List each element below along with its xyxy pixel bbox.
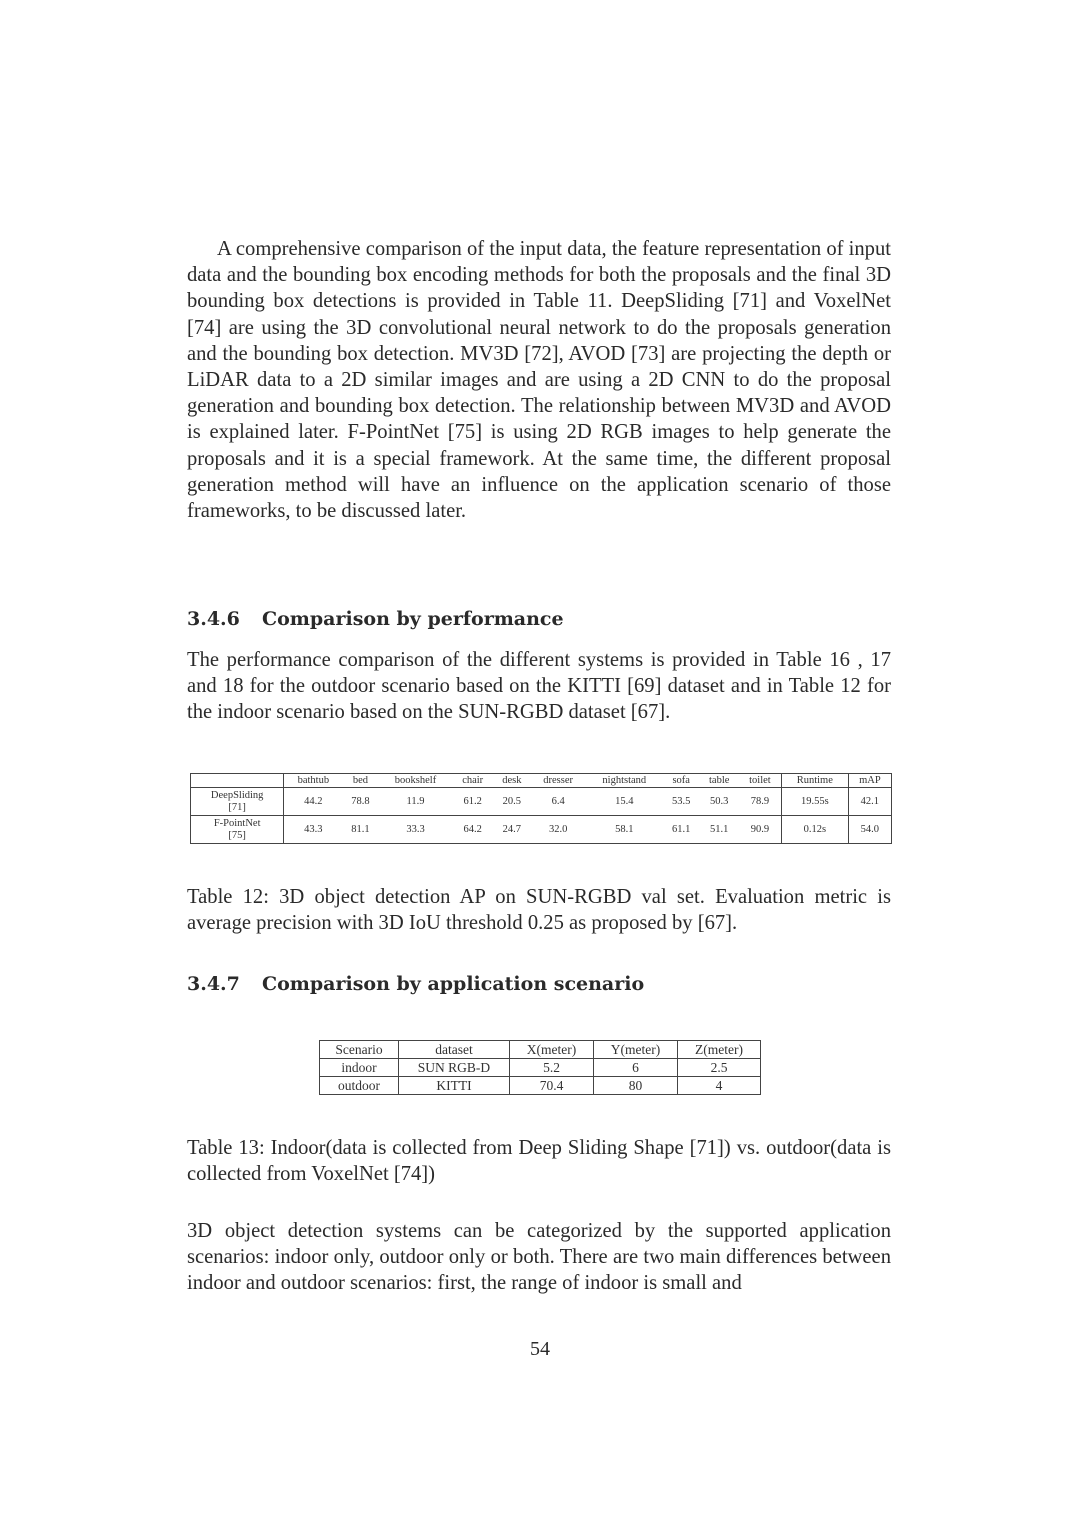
table-cell: 90.9 (739, 816, 781, 844)
table-header-cell: chair (452, 774, 493, 788)
section-number: 3.4.7 (187, 973, 240, 995)
table-header-row (320, 1041, 761, 1059)
table-cell: 32.0 (531, 816, 586, 844)
table-header-row (191, 774, 892, 788)
table-header-cell: desk (493, 774, 531, 788)
table-cell: 54.0 (848, 816, 891, 844)
paragraph-application-scenario: 3D object detection systems can be categorized by the supported application scenarios: indoor only, outdoor only or both. There are two main differences between indoor and outdoor scenarios: first, the range of indoor is small and (187, 1220, 891, 1295)
table-cell: 44.2 (284, 788, 342, 816)
table-cell: 42.1 (848, 788, 891, 816)
table-cell: 0.12s (781, 816, 848, 844)
table-cell: outdoor (320, 1077, 399, 1095)
table-cell: 78.8 (342, 788, 378, 816)
paragraph-comparison-input: A comprehensive comparison of the input data, the feature representation of input data and the bounding box encoding methods for both the proposals and the final 3D bounding box detections is provided in Table 11. DeepSliding [71] and VoxelNet [74] are using the 3D convolutional neural network to do the proposals generation and the bounding box detection. MV3D [72], AVOD [73] are projecting the depth or LiDAR data to a 2D similar images and are using a 2D CNN to do the proposal generation and bounding box detection. The relationship between MV3D and AVOD is explained later. F-PointNet [75] is using 2D RGB images to help generate the proposals and it is a special framework. At the same time, the different proposal generation method will have an influence on the application scenario of those frameworks, to be discussed later. (187, 238, 891, 523)
table-cell: 70.4 (510, 1077, 594, 1095)
table-cell: 80 (594, 1077, 678, 1095)
table-cell: 24.7 (493, 816, 531, 844)
table-cell: 6.4 (531, 788, 586, 816)
table-header-cell: Z(meter) (678, 1041, 761, 1059)
table-12-caption: Table 12: 3D object detection AP on SUN-RGBD val set. Evaluation metric is average precision with 3D IoU threshold 0.25 as proposed by [67]. (187, 886, 891, 935)
table-cell: 20.5 (493, 788, 531, 816)
table-cell: 11.9 (379, 788, 453, 816)
table-header-cell: bookshelf (379, 774, 453, 788)
table-cell: 51.1 (699, 816, 739, 844)
table-row (320, 1077, 761, 1095)
table-header-cell: bed (342, 774, 378, 788)
table-cell: 15.4 (586, 788, 664, 816)
table-cell: 64.2 (452, 816, 493, 844)
table-13-caption: Table 13: Indoor(data is collected from Deep Sliding Shape [71]) vs. outdoor(data is collected from VoxelNet [74]) (187, 1137, 891, 1186)
table-header-cell: bathtub (284, 774, 342, 788)
section-heading-application (187, 971, 644, 997)
table-cell: 19.55s (781, 788, 848, 816)
table-header-cell: Scenario (320, 1041, 399, 1059)
page-number: 54 (530, 1338, 550, 1360)
table-cell: KITTI (399, 1077, 510, 1095)
table-cell: 5.2 (510, 1059, 594, 1077)
table-cell: indoor (320, 1059, 399, 1077)
paragraph-performance: The performance comparison of the different systems is provided in Table 16 , 17 and 18 for the outdoor scenario based on the KITTI [69] dataset and in Table 12 for the indoor scenario based on the SUN-RGBD dataset [67]. (187, 649, 891, 724)
table-cell: 61.1 (663, 816, 699, 844)
table-header-cell: toilet (739, 774, 781, 788)
table-scenario-range (319, 1040, 761, 1095)
table-header-cell: dresser (531, 774, 586, 788)
table-cell: 53.5 (663, 788, 699, 816)
table-row (320, 1059, 761, 1077)
table-header-cell: sofa (663, 774, 699, 788)
table-cell: 50.3 (699, 788, 739, 816)
table-header-cell: table (699, 774, 739, 788)
table-cell: 2.5 (678, 1059, 761, 1077)
section-title: Comparison by application scenario (262, 973, 645, 995)
table-cell: SUN RGB-D (399, 1059, 510, 1077)
table-row-label: F-PointNet [75] (191, 816, 284, 844)
section-title: Comparison by performance (262, 608, 564, 630)
table-sun-rgbd-ap (190, 773, 892, 844)
table-cell: 6 (594, 1059, 678, 1077)
table-header-cell (191, 774, 284, 788)
table-header-cell: Y(meter) (594, 1041, 678, 1059)
table-cell: 61.2 (452, 788, 493, 816)
table-cell: 4 (678, 1077, 761, 1095)
table-header-cell: nightstand (586, 774, 664, 788)
table-header-cell: mAP (848, 774, 891, 788)
table-header-cell: dataset (399, 1041, 510, 1059)
table-cell: 78.9 (739, 788, 781, 816)
table-cell: 58.1 (586, 816, 664, 844)
table-row (191, 788, 892, 816)
table-cell: 81.1 (342, 816, 378, 844)
table-row-label: DeepSliding [71] (191, 788, 284, 816)
table-header-cell: Runtime (781, 774, 848, 788)
table-cell: 33.3 (379, 816, 453, 844)
table-header-cell: X(meter) (510, 1041, 594, 1059)
table-row (191, 816, 892, 844)
section-number: 3.4.6 (187, 608, 240, 630)
table-cell: 43.3 (284, 816, 342, 844)
section-heading-performance (187, 606, 564, 632)
